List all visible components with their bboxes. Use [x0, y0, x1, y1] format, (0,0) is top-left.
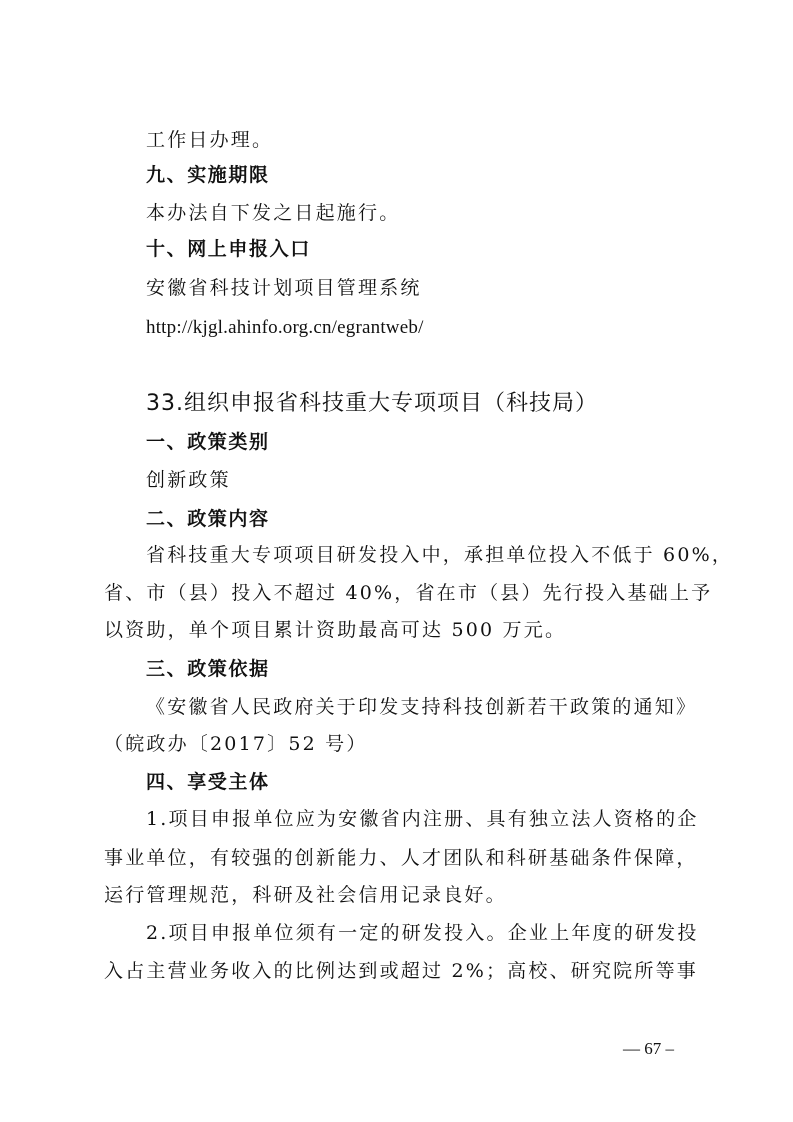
section-heading-4: 四、享受主体	[146, 771, 270, 793]
section-heading-9: 九、实施期限	[146, 164, 270, 186]
paragraph-line: 创新政策	[146, 469, 231, 491]
paragraph-line: 省科技重大专项项目研发投入中，承担单位投入不低于 60%，	[146, 544, 734, 566]
section-heading-2: 二、政策内容	[146, 508, 270, 530]
paragraph-line: 入占主营业务收入的比例达到或超过 2%；高校、研究院所等事	[104, 960, 698, 982]
page-number: — 67 –	[623, 1039, 674, 1058]
paragraph-line: 1.项目申报单位应为安徽省内注册、具有独立法人资格的企	[146, 808, 699, 830]
section-heading-1: 一、政策类别	[146, 431, 270, 453]
paragraph-line: 工作日办理。	[146, 129, 274, 151]
paragraph-line: 本办法自下发之日起施行。	[146, 202, 401, 224]
paragraph-line: 《安徽省人民政府关于印发支持科技创新若干政策的通知》	[146, 696, 698, 718]
item-title: 33.组织申报省科技重大专项项目（科技局）	[146, 391, 598, 416]
paragraph-line: 运行管理规范，科研及社会信用记录良好。	[104, 884, 507, 906]
portal-url: http://kjgl.ahinfo.org.cn/egrantweb/	[146, 317, 424, 338]
paragraph-line: 事业单位，有较强的创新能力、人才团队和科研基础条件保障，	[104, 847, 698, 869]
paragraph-line: 以资助，单个项目累计资助最高可达 500 万元。	[104, 619, 567, 641]
paragraph-line: 2.项目申报单位须有一定的研发投入。企业上年度的研发投	[146, 922, 699, 944]
paragraph-line: 省、市（县）投入不超过 40%，省在市（县）先行投入基础上予	[104, 582, 713, 604]
paragraph-line: （皖政办〔2017〕52 号）	[104, 733, 368, 755]
paragraph-line: 安徽省科技计划项目管理系统	[146, 277, 422, 299]
section-heading-10: 十、网上申报入口	[146, 238, 311, 260]
section-heading-3: 三、政策依据	[146, 658, 270, 680]
